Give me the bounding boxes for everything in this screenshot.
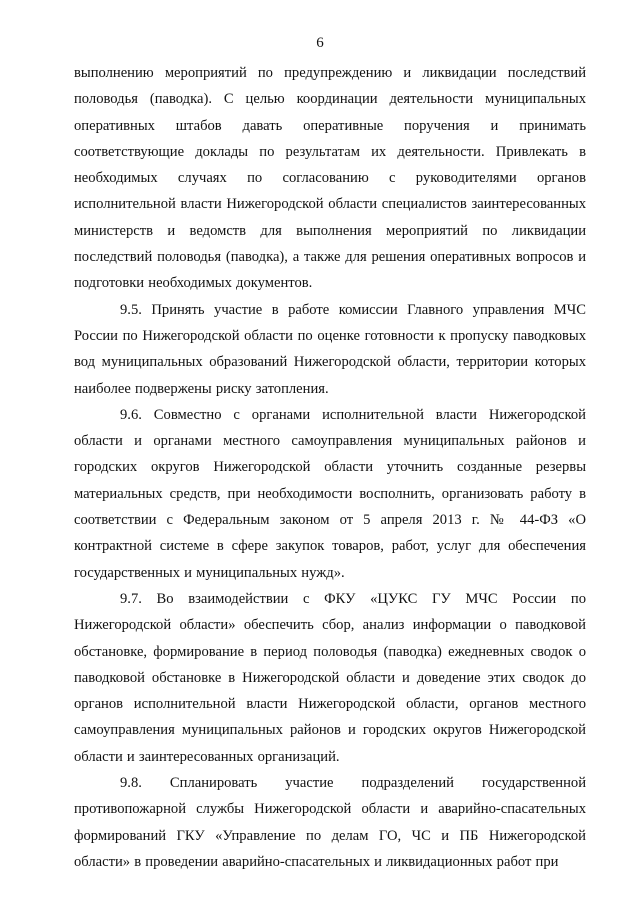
document-body (74, 60, 586, 875)
page-number: 6 (316, 35, 324, 51)
paragraph-item-9-7: 9.7. Во взаимодействии с ФКУ «ЦУКС ГУ МЧС России по Нижегородской области» обеспечить сбор, анализ информации о паводковой обстановке, формирование в период половодья (паводка) ежедневных сводок о паводковой обстановке в Нижегородской области и доведение этих сводок до органов исполнительной власти Нижегородской области, органов местного самоуправления муниципальных районов и городских округов Нижегородской области и заинтересованных организаций. (74, 590, 586, 765)
paragraph-item-9-5: 9.5. Принять участие в работе комиссии Главного управления МЧС России по Нижегородской области по оценке готовности к пропуску паводковых вод муниципальных образований Нижегородской области, территории которых наиболее подвержены риску затопления. (74, 301, 586, 397)
paragraph-item-9-6: 9.6. Совместно с органами исполнительной власти Нижегородской области и органами местного самоуправления муниципальных районов и городских округов Нижегородской области уточнить созданные резервы материальных средств, при необходимости восполнить, организовать работу в соответствии с Федеральным законом от 5 апреля 2013 г. № 44-ФЗ «О контрактной системе в сфере закупок товаров, работ, услуг для обеспечения государственных и муниципальных нужд». (74, 406, 586, 581)
paragraph-item-9-8: 9.8. Спланировать участие подразделений государственной противопожарной службы Нижегородской области и аварийно-спасательных формирований ГКУ «Управление по делам ГО, ЧС и ПБ Нижегородской области» в проведении аварийно-спасательных и ликвидационных работ при (74, 775, 586, 870)
paragraph-continuation: выполнению мероприятий по предупреждению и ликвидации последствий половодья (паводка). С целью координации деятельности муниципальных оперативных штабов давать оперативные поручения и принимать соответствующие доклады по результатам их деятельности. Привлекать в необходимых случаях по согласованию с руководителями органов исполнительной власти Нижегородской области специалистов заинтересованных министерств и ведомств для выполнения мероприятий по ликвидации последствий половодья (паводка), а также для решения оперативных вопросов и подготовки необходимых документов. (74, 65, 586, 292)
